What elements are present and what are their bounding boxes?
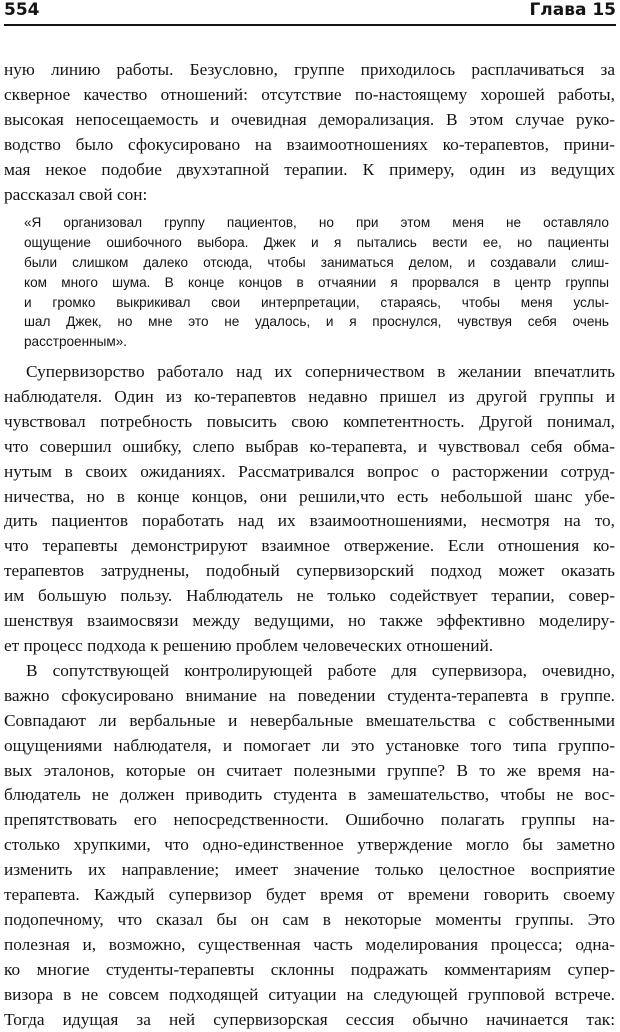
- page-number: 554: [4, 0, 40, 20]
- text-line: шенствуя взаимосвязи между ведущими, но также эффективно моделиру-: [4, 611, 615, 631]
- quote-line: и громко выкрикивал свои интерпретации, стараясь, чтобы меня услы-: [24, 294, 609, 310]
- text-line: столько хрупкими, что одно-единственное утверждение могло бы заметно: [4, 835, 615, 855]
- text-line: терапевта. Каждый супервизор будет время от времени говорить своему: [4, 885, 615, 905]
- text-line: ко многие студенты-терапевты склонны подражать комментариям супер-: [4, 959, 615, 979]
- running-header: [4, 0, 616, 22]
- quote-line: были слишком далеко отсюда, чтобы заниматься делом, и создавали слиш-: [24, 255, 609, 271]
- quote-line: ком много шума. В конце концов в отчаянии я прорвался в центр группы: [24, 274, 609, 290]
- text-line: изменить их направление; имеет значение только целостное восприятие: [4, 860, 615, 880]
- paragraph-1: [4, 58, 615, 207]
- text-line: дить пациентов поработать над их взаимоотношениями, несмотря на то,: [4, 511, 615, 531]
- text-line: ощущениями наблюдателя, и помогает ли это установке того типа группо-: [4, 735, 615, 755]
- text-line: наблюдателя. Один из ко-терапевтов недавно пришел из другой группы и: [4, 386, 615, 406]
- text-line: полезная и, возможно, существенная часть моделирования процесса; одна-: [4, 934, 615, 954]
- text-line: нутым в своих ожиданиях. Рассматривался вопрос о расторжении сотруд-: [4, 461, 615, 481]
- quote-line: ощущение ошибочного выбора. Джек и я пытались вести ее, но пациенты: [24, 235, 609, 251]
- text-line: Супервизорство работало над их соперничеством в желании впечатлить: [26, 362, 615, 382]
- text-line: В сопутствующей контролирующей работе для супервизора, очевидно,: [26, 660, 615, 680]
- text-line: Тогда идущая за ней супервизорская сессия обычно начинается так:: [4, 1009, 615, 1029]
- text-line: мая некое подобие двухэтапной терапии. К примеру, один из ведущих: [4, 159, 615, 179]
- text-line: что терапевты демонстрируют взаимное отвержение. Если отношения ко-: [4, 536, 615, 556]
- text-line: ет процесс подхода к решению проблем человеческих отношений.: [4, 635, 494, 655]
- text-line: рассказал свой сон:: [4, 184, 148, 204]
- text-line: водство было сфокусировано на взаимоотношениях ко-терапевтов, прини-: [4, 134, 615, 154]
- text-line: блюдатель не должен приводить студента в замешательство, чтобы не вос-: [4, 785, 615, 805]
- dream-quote: [24, 213, 609, 352]
- text-line: что совершил ошибку, слепо выбрав ко-терапевта, и чувствовал себя обма-: [4, 436, 615, 456]
- text-line: визора в не совсем подходящей ситуации на следующей групповой встрече.: [4, 984, 615, 1004]
- text-line: ную линию работы. Безусловно, группе приходилось расплачиваться за: [4, 60, 615, 79]
- quote-line: расстроенным».: [24, 334, 128, 350]
- quote-line: шал Джек, но мне это не удалось, и я проснулся, чувствуя себя очень: [24, 314, 609, 330]
- body-text: [4, 58, 615, 1032]
- paragraph-3: [4, 659, 615, 1032]
- header-rule: [4, 24, 616, 26]
- quote-line: «Я организовал группу пациентов, но при этом меня не оставляло: [24, 215, 609, 231]
- text-line: важно сфокусировано внимание на поведении студента-терапевта в группе.: [4, 685, 615, 705]
- paragraph-2: [4, 360, 615, 659]
- text-line: им большую пользу. Наблюдатель не только содействует терапии, совер-: [4, 586, 615, 606]
- text-line: препятствовать его непосредственности. Ошибочно полагать группы на-: [4, 810, 615, 830]
- text-line: ничества, но в конце концов, они решили,что есть небольшой шанс убе-: [4, 486, 615, 506]
- text-line: чувствовал потребность повысить свою компетентность. Другой понимал,: [4, 411, 615, 431]
- text-line: скверное качество отношений: отсутствие по-настоящему хорошей работы,: [4, 84, 615, 104]
- text-line: терапевтов затруднены, подобный супервизорский подход может оказать: [4, 561, 615, 581]
- text-line: подопечному, что сказал бы он сам в некоторые моменты группы. Это: [4, 909, 615, 929]
- text-line: вых эталонов, которые он считает полезными группе? В то же время на-: [4, 760, 615, 780]
- text-line: Совпадают ли вербальные и невербальные вмешательства с собственными: [4, 710, 615, 730]
- text-line: высокая непосещаемость и очевидная деморализация. В этом случае руко-: [4, 109, 615, 129]
- chapter-title: Глава 15: [529, 0, 616, 20]
